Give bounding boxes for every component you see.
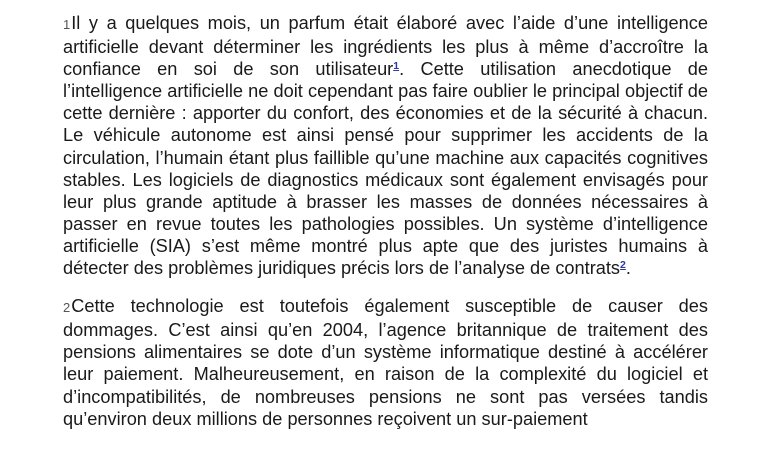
paragraph-1 bbox=[63, 12, 708, 279]
footnote-link-1[interactable]: 1 bbox=[393, 60, 400, 73]
paragraph-text: Il y a quelques mois, un parfum était élaboré avec l’aide d’une intelligence artificielle devant déterminer les ingrédients les plus à même d’accroître la confiance en soi de son utilisateur bbox=[63, 13, 708, 80]
footnote-link-2[interactable]: 2 bbox=[620, 259, 626, 272]
paragraph-text: . Cette utilisation anecdotique de l’intelligence artificielle ne doit cependant pas faire oublier le principal objectif de cette dernière : apporter du confort, des économies et de la sécurité à chacun. Le véhicule autonome est ainsi pensé pour supprimer les accidents de la circulation, l’humain étant plus faillible qu’une machine aux capacités cognitives stables. Les logiciels de diagnostics médicaux sont également envisagés pour leur plus grande aptitude à brasser les masses de données nécessaires à passer en revue toutes les pathologies possibles. Un système d’intelligence artificielle (SIA) s’est même montré plus apte que des juristes humains à détecter des problèmes juridiques précis lors de l’analyse de contrats bbox=[63, 59, 708, 279]
paragraph-text: . bbox=[625, 258, 631, 279]
paragraph-2 bbox=[63, 295, 708, 430]
paragraph-text: Cette technologie est toutefois également susceptible de causer des dommages. C’est ainsi qu’en 2004, l’agence britannique de traitement des pensions alimentaires se dote d’un système informatique destiné à accélérer leur paiement. Malheureusement, en raison de la complexité du logiciel et d’incompatibilités, de nombreuses pensions ne sont pas versées tandis qu’environ deux millions de personnes reçoivent un sur-paiement bbox=[63, 296, 708, 429]
document-body bbox=[63, 12, 708, 446]
paragraph-number: 1 bbox=[63, 17, 71, 32]
paragraph-number: 2 bbox=[63, 300, 71, 316]
